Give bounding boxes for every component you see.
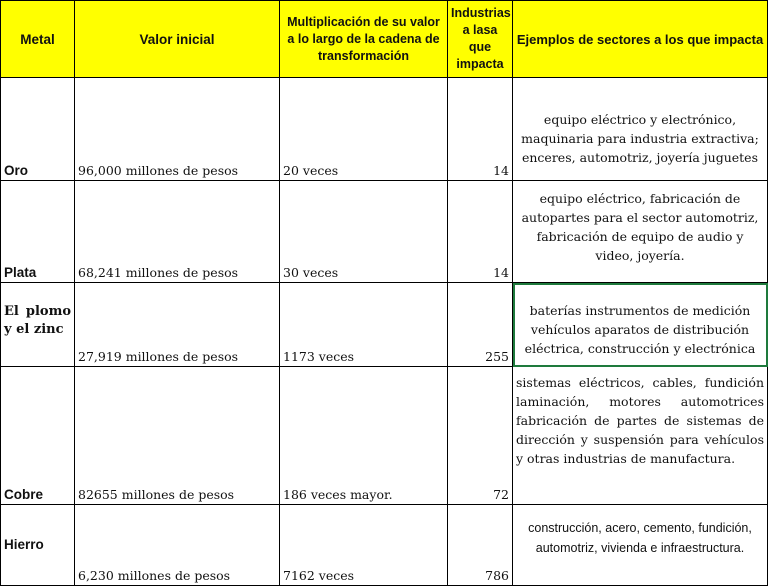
header-industrias: Industrias a lasa que impacta xyxy=(448,1,513,78)
table-row xyxy=(1,78,768,181)
multiplicacion-cell: 1173 veces xyxy=(280,283,448,367)
valor-cell: 82655 millones de pesos xyxy=(75,367,280,505)
table-row xyxy=(1,283,768,367)
metal-cell: Hierro xyxy=(1,505,75,586)
valor-cell: 68,241 millones de pesos xyxy=(75,181,280,283)
ejemplos-cell: construcción, acero, cemento, fundición, automotriz, vivienda e infraestructura. xyxy=(513,505,768,586)
industrias-cell: 786 xyxy=(448,505,513,586)
metal-cell: El plomo y el zinc xyxy=(1,283,75,367)
valor-cell: 96,000 millones de pesos xyxy=(75,78,280,181)
industrias-cell: 14 xyxy=(448,78,513,181)
ejemplos-cell: equipo eléctrico, fabricación de autopartes para el sector automotriz, fabricación de equipo de audio y video, joyería. xyxy=(513,181,768,283)
ejemplos-cell: equipo eléctrico y electrónico, maquinaria para industria extractiva; enceres, automotriz, joyería juguetes xyxy=(513,78,768,181)
header-multiplicacion: Multiplicación de su valor a lo largo de la cadena de transformación xyxy=(280,1,448,78)
table-row xyxy=(1,367,768,505)
ejemplos-cell: sistemas eléctricos, cables, fundición laminación, motores automotrices fabricación de partes de sistemas de dirección y suspensión para vehículos y otras industrias de manufactura. xyxy=(513,367,768,505)
industrias-cell: 14 xyxy=(448,181,513,283)
header-valor-inicial: Valor inicial xyxy=(75,1,280,78)
industrias-cell: 255 xyxy=(448,283,513,367)
multiplicacion-cell: 30 veces xyxy=(280,181,448,283)
valor-cell: 27,919 millones de pesos xyxy=(75,283,280,367)
header-row xyxy=(1,1,768,78)
metal-cell: Oro xyxy=(1,78,75,181)
multiplicacion-cell: 186 veces mayor. xyxy=(280,367,448,505)
multiplicacion-cell: 7162 veces xyxy=(280,505,448,586)
multiplicacion-cell: 20 veces xyxy=(280,78,448,181)
header-metal: Metal xyxy=(1,1,75,78)
industrias-cell: 72 xyxy=(448,367,513,505)
table-row xyxy=(1,505,768,586)
valor-cell: 6,230 millones de pesos xyxy=(75,505,280,586)
metal-cell: Cobre xyxy=(1,367,75,505)
table-row xyxy=(1,181,768,283)
header-ejemplos: Ejemplos de sectores a los que impacta xyxy=(513,1,768,78)
ejemplos-cell: baterías instrumentos de medición vehículos aparatos de distribución eléctrica, construcción y electrónica xyxy=(513,283,768,367)
metal-cell: Plata xyxy=(1,181,75,283)
